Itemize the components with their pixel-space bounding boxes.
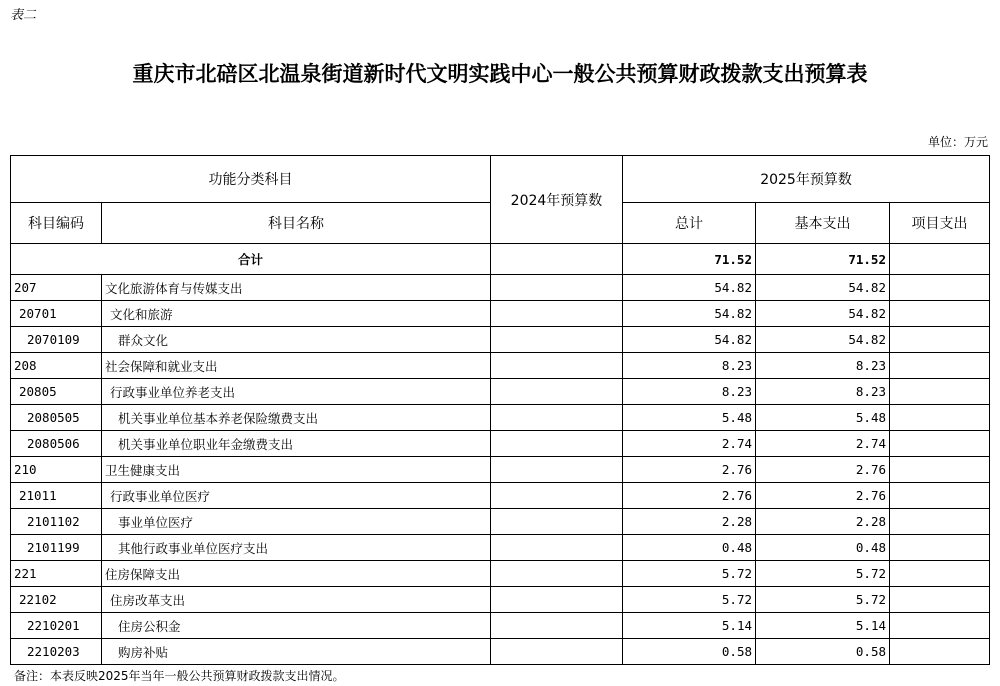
subject-name-header: 科目名称	[102, 203, 491, 244]
subject-code-cell: 20805	[11, 379, 102, 405]
basic-expense-cell: 2.28	[756, 509, 890, 535]
total-cell: 0.58	[623, 639, 756, 665]
table-row	[11, 457, 990, 483]
subject-code-cell: 221	[11, 561, 102, 587]
total-cell: 5.72	[623, 587, 756, 613]
budget-2024-cell	[491, 457, 623, 483]
total-cell: 8.23	[623, 353, 756, 379]
subject-name-cell: 住房保障支出	[102, 561, 491, 587]
subject-name-cell: 群众文化	[102, 327, 491, 353]
table-row	[11, 483, 990, 509]
table-row	[11, 431, 990, 457]
subject-name-cell: 购房补贴	[102, 639, 491, 665]
subject-name-cell: 卫生健康支出	[102, 457, 491, 483]
basic-expense-cell: 5.72	[756, 587, 890, 613]
basic-expense-cell: 54.82	[756, 301, 890, 327]
page-title: 重庆市北碚区北温泉街道新时代文明实践中心一般公共预算财政拨款支出预算表	[132, 61, 868, 86]
total-label: 合计	[11, 244, 491, 275]
budget-2024-cell	[491, 639, 623, 665]
budget-2024-cell	[491, 301, 623, 327]
subject-name-cell: 行政事业单位医疗	[102, 483, 491, 509]
table-row	[11, 353, 990, 379]
budget-2024-cell	[491, 327, 623, 353]
basic-expense-cell: 8.23	[756, 379, 890, 405]
budget-2024-cell	[491, 405, 623, 431]
subject-code-header: 科目编码	[11, 203, 102, 244]
budget-2024-cell	[491, 613, 623, 639]
project-expense-cell	[890, 613, 990, 639]
budget-2025-header: 2025年预算数	[623, 156, 990, 203]
subject-code-cell: 2070109	[11, 327, 102, 353]
subject-name-cell: 机关事业单位基本养老保险缴费支出	[102, 405, 491, 431]
subject-name-cell: 文化和旅游	[102, 301, 491, 327]
subject-name-cell: 其他行政事业单位医疗支出	[102, 535, 491, 561]
budget-2024-cell	[491, 587, 623, 613]
subject-code-cell: 208	[11, 353, 102, 379]
total-cell: 54.82	[623, 275, 756, 301]
subject-code-cell: 21011	[11, 483, 102, 509]
subject-name-cell: 机关事业单位职业年金缴费支出	[102, 431, 491, 457]
total-header: 总计	[623, 203, 756, 244]
budget-2024-cell	[491, 353, 623, 379]
total-cell: 2.28	[623, 509, 756, 535]
total-cell: 54.82	[623, 301, 756, 327]
subject-name-cell: 社会保障和就业支出	[102, 353, 491, 379]
table-row	[11, 405, 990, 431]
basic-expense-cell: 0.48	[756, 535, 890, 561]
footnote: 备注：本表反映2025年当年一般公共预算财政拨款支出情况。	[14, 669, 345, 683]
budget-2024-cell	[491, 535, 623, 561]
table-row	[11, 301, 990, 327]
subject-code-cell: 22102	[11, 587, 102, 613]
subject-code-cell: 2210203	[11, 639, 102, 665]
total-cell: 2.76	[623, 457, 756, 483]
project-expense-cell	[890, 639, 990, 665]
subject-name-cell: 文化旅游体育与传媒支出	[102, 275, 491, 301]
table-row	[11, 275, 990, 301]
subject-code-cell: 2080505	[11, 405, 102, 431]
budget-2024-cell	[491, 483, 623, 509]
subject-name-cell: 住房改革支出	[102, 587, 491, 613]
subject-name-cell: 行政事业单位养老支出	[102, 379, 491, 405]
basic-expense-cell: 2.76	[756, 483, 890, 509]
project-expense-cell	[890, 561, 990, 587]
total-cell: 2.74	[623, 431, 756, 457]
budget-2024-header: 2024年预算数	[491, 156, 623, 244]
budget-2024-cell	[491, 431, 623, 457]
basic-expense-cell: 5.48	[756, 405, 890, 431]
total-basic-cell: 71.52	[756, 244, 890, 275]
subject-name-cell: 事业单位医疗	[102, 509, 491, 535]
subject-code-cell: 2101102	[11, 509, 102, 535]
table-row	[11, 327, 990, 353]
subject-code-cell: 20701	[11, 301, 102, 327]
total-cell: 5.72	[623, 561, 756, 587]
functional-subject-header: 功能分类科目	[11, 156, 491, 203]
project-expense-cell	[890, 483, 990, 509]
total-cell: 0.48	[623, 535, 756, 561]
project-expense-cell	[890, 509, 990, 535]
table-row	[11, 379, 990, 405]
table-row	[11, 561, 990, 587]
budget-2024-cell	[491, 561, 623, 587]
total-cell: 2.76	[623, 483, 756, 509]
total-cell: 5.14	[623, 613, 756, 639]
table-row	[11, 639, 990, 665]
basic-expense-cell: 54.82	[756, 327, 890, 353]
total-project-cell	[890, 244, 990, 275]
project-expense-cell	[890, 431, 990, 457]
basic-expense-cell: 5.72	[756, 561, 890, 587]
basic-expense-cell: 2.76	[756, 457, 890, 483]
project-expense-cell	[890, 379, 990, 405]
budget-table	[10, 155, 990, 665]
basic-expense-cell: 2.74	[756, 431, 890, 457]
table-row	[11, 535, 990, 561]
subject-code-cell: 2080506	[11, 431, 102, 457]
total-2024-cell	[491, 244, 623, 275]
subject-code-cell: 2210201	[11, 613, 102, 639]
basic-expense-cell: 0.58	[756, 639, 890, 665]
basic-expense-cell: 54.82	[756, 275, 890, 301]
subject-name-cell: 住房公积金	[102, 613, 491, 639]
project-expense-cell	[890, 405, 990, 431]
basic-expense-cell: 8.23	[756, 353, 890, 379]
project-expense-cell	[890, 327, 990, 353]
unit-label: 单位：万元	[927, 135, 988, 149]
total-cell: 5.48	[623, 405, 756, 431]
table-row	[11, 613, 990, 639]
budget-2024-cell	[491, 275, 623, 301]
total-row	[11, 244, 990, 275]
table-row	[11, 587, 990, 613]
total-sum-cell: 71.52	[623, 244, 756, 275]
total-cell: 54.82	[623, 327, 756, 353]
budget-2024-cell	[491, 509, 623, 535]
table-row	[11, 509, 990, 535]
project-expense-cell	[890, 457, 990, 483]
subject-code-cell: 2101199	[11, 535, 102, 561]
subject-code-cell: 207	[11, 275, 102, 301]
subject-code-cell: 210	[11, 457, 102, 483]
table-number-label: 表二	[10, 8, 37, 23]
budget-2024-cell	[491, 379, 623, 405]
project-expense-header: 项目支出	[890, 203, 990, 244]
project-expense-cell	[890, 353, 990, 379]
project-expense-cell	[890, 535, 990, 561]
project-expense-cell	[890, 275, 990, 301]
basic-expense-cell: 5.14	[756, 613, 890, 639]
basic-expense-header: 基本支出	[756, 203, 890, 244]
project-expense-cell	[890, 301, 990, 327]
total-cell: 8.23	[623, 379, 756, 405]
project-expense-cell	[890, 587, 990, 613]
